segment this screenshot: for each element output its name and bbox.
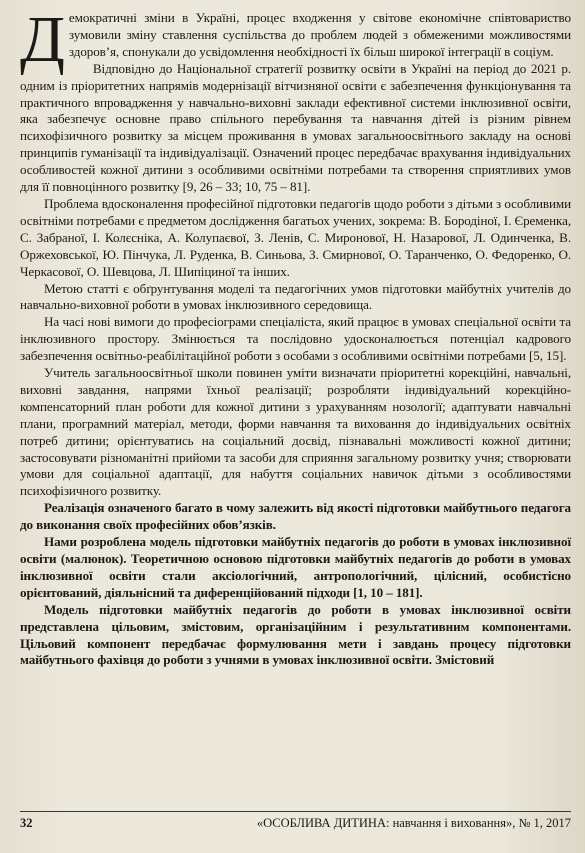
paragraph <box>20 3 571 76</box>
drop-cap: Д <box>20 3 65 76</box>
paragraph: Модель підготовки майбутніх педагогів до роботи в умовах інклюзивної освіти представлена цільовим, змістовим, організаційним і результативним компонентами. Цільовий компонент передбачає формулювання мети і завдань процесу підготовки майбутнього фахівця до роботи з учнями в умовах інклюзивної освіти. Змістовий <box>20 601 571 668</box>
paragraph: Відповідно до Національної стратегії розвитку освіти в Україні на період до 2021 р. одним із пріоритетних напрямів модернізації вітчизняної освіти є забезпечення функціонування та практичного впровадження у навчально-виховні заклади ефективної системи інклюзивної освіти, яка забезпечує основне право спільного перебування та навчання дітей із різним рівнем психофізичного розвитку за місцем проживання в умовах загальноосвітнього закладу на основі принципів гуманізації та індивідуалізації. Означений процес передбачає врахування індивідуальних особливостей кожної дитини з особливими освітніми потребами та створення сприятливих умов для її повноцінного розвитку [9, 26 – 33; 10, 75 – 81]. <box>20 60 571 195</box>
paragraph: Нами розроблена модель підготовки майбутніх педагогів до роботи в умовах інклюзивної освіти (малюнок). Теоретичною основою підготовки майбутніх педагогів до роботи в умовах інклюзивної освіти стали аксіологічний, антропологічний, цілісний, особистісно орієнтований, діяльнісний та диференційований підходи [1, 10 – 181]. <box>20 534 571 600</box>
paragraph: Проблема вдосконалення професійної підготовки педагогів щодо роботи з дітьми з особливими освітніми потребами є предметом дослідження багатьох учених, зокрема: В. Бородіної, І. Єременка, С. Забраної, І. Колєснікa, А. Колупаєвої, З. Ленів, С. Миронової, Н. Назарової, Л. Одинченка, В. Оржеховської, Ю. Пінчука, Л. Руденка, В. Синьова, З. Смирнової, О. Таранченко, О. Федоренко, О. Черкасової, О. Шевцова, Л. Шипіциної та інших. <box>20 195 571 279</box>
paragraph: Реалізація означеного багато в чому залежить від якості підготовки майбутнього педагога до виконання своїх професійних обов’язків. <box>20 500 571 533</box>
paragraph: На часі нові вимоги до професіограми спеціаліста, який працює в умовах спеціальної освіти та інклюзивного простору. Змінюється та послідовно удосконалюється потенціал кадрового забезпечення освітньо-реабілітаційної роботи з особами з особливими освітніми потребами [5, 15]. <box>20 314 571 364</box>
journal-title: «ОСОБЛИВА ДИТИНА: навчання і виховання», № 1, 2017 <box>256 816 571 830</box>
paragraph: Учитель загальноосвітньої школи повинен уміти визначати пріоритетні корекційні, навчальні, виховні завдання, напрями їхньої реалізації; розробляти індивідуальний корекційно-компенсаторний план роботи для кожної дитини з урахуванням нозології; адаптувати навчальні плани, програмний матеріал, методи, форми навчання та виховання до індивідуальних освітніх потреб дитини; орієнтуватись на соціальний досвід, пізнавальні можливості кожної дитини; застосовувати різноманітні прийоми та засоби для сприяння загальному розвитку учня; створювати умови для соціальної адаптації, для набуття соціальних навичок дітьми з особливостями психофізичного розвитку. <box>20 365 571 499</box>
page-number: 32 <box>20 816 33 830</box>
paragraph-text: емократичні зміни в Україні, процес входження у світове економічне співтовариство зумовили зміну ставлення суспільства до проблем людей з обмеженими можливостями здоров’я, спонукали до усвідомлення необхідності їх більш широкої інтеграції в соціум. <box>68 10 571 59</box>
article-body <box>20 3 571 669</box>
page-footer <box>20 811 571 831</box>
paragraph: Метою статті є обґрунтування моделі та педагогічних умов підготовки майбутніх учителів до навчально-виховної роботи в умовах інклюзивного середовища. <box>20 280 571 313</box>
